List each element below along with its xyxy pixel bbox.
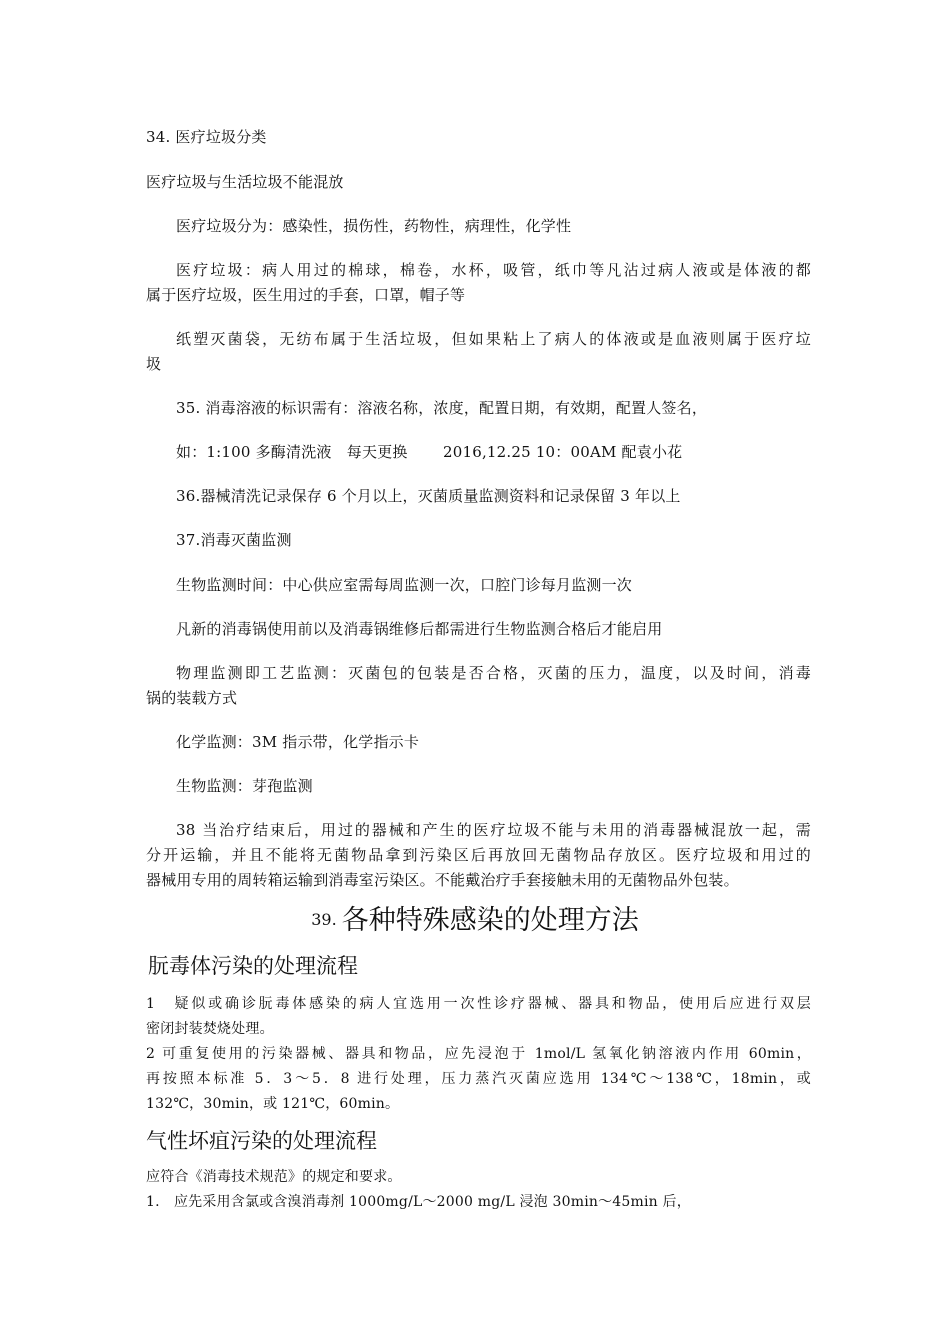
prion-item-2-line-2: 再按照本标准 5．3～5．8 进行处理，压力蒸汽灭菌应选用 134℃～138℃，18min，或: [146, 1071, 811, 1087]
section-37-paragraph-1: 生物监测时间：中心供应室需每周监测一次，口腔门诊每月监测一次: [176, 576, 633, 594]
section-39-title: 各种特殊感染的处理方法: [341, 905, 639, 936]
section-37-paragraph-3-line-2: 锅的装载方式: [146, 689, 238, 707]
prion-heading: 朊毒体污染的处理流程: [148, 954, 358, 978]
section-38-line-1: 38 当治疗结束后，用过的器械和产生的医疗垃圾不能与未用的消毒器械混放一起，需: [176, 821, 811, 839]
section-34-paragraph-3-line-1: 医疗垃圾：病人用过的棉球，棉卷，水杯，吸管，纸巾等凡沾过病人液或是体液的都: [176, 261, 811, 279]
section-34-title: 34. 医疗垃圾分类: [146, 128, 267, 146]
section-39-heading: [0, 898, 950, 937]
section-35-line-2: 如：1:100 多酶清洗液 每天更换 2016,12.25 10：00AM 配袁小花: [176, 443, 683, 461]
section-38-line-2: 分开运输，并且不能将无菌物品拿到污染区后再放回无菌物品存放区。医疗垃圾和用过的: [146, 846, 811, 864]
gas-gangrene-heading: 气性坏疽污染的处理流程: [146, 1129, 377, 1153]
section-37-paragraph-4: 化学监测：3M 指示带，化学指示卡: [176, 733, 420, 751]
section-37-paragraph-3-line-1: 物理监测即工艺监测：灭菌包的包装是否合格，灭菌的压力，温度，以及时间，消毒: [176, 664, 811, 682]
section-35-line-1: 35. 消毒溶液的标识需有：溶液名称，浓度，配置日期，有效期，配置人签名，: [176, 399, 708, 417]
section-34-paragraph-1: 医疗垃圾与生活垃圾不能混放: [146, 173, 344, 191]
section-34-paragraph-4-line-2: 圾: [146, 355, 162, 373]
section-37-title: 37.消毒灭菌监测: [176, 531, 292, 549]
prion-item-1-line-1: 1 疑似或确诊朊毒体感染的病人宜选用一次性诊疗器械、器具和物品，使用后应进行双层: [146, 996, 811, 1012]
section-36: 36.器械清洗记录保存 6 个月以上，灭菌质量监测资料和记录保留 3 年以上: [176, 487, 681, 505]
gas-gangrene-item-1: 1. 应先采用含氯或含溴消毒剂 1000mg/L～2000 mg/L 浸泡 30min～45min 后，: [146, 1194, 691, 1210]
section-34-paragraph-4-line-1: 纸塑灭菌袋，无纺布属于生活垃圾，但如果粘上了病人的体液或是血液则属于医疗垃: [176, 330, 811, 348]
prion-item-1-line-2: 密闭封装焚烧处理。: [146, 1021, 274, 1037]
prion-item-2-line-3: 132℃，30min，或 121℃，60min。: [146, 1096, 400, 1112]
section-38-line-3: 器械用专用的周转箱运输到消毒室污染区。不能戴治疗手套接触未用的无菌物品外包装。: [146, 871, 739, 889]
section-37-paragraph-5: 生物监测：芽孢监测: [176, 777, 313, 795]
section-34-paragraph-2: 医疗垃圾分为：感染性，损伤性，药物性，病理性，化学性: [176, 217, 572, 235]
section-39-number: 39.: [311, 910, 337, 929]
prion-item-2-line-1: 2 可重复使用的污染器械、器具和物品，应先浸泡于 1mol/L 氢氧化钠溶液内作用 60min，: [146, 1046, 811, 1062]
section-37-paragraph-2: 凡新的消毒锅使用前以及消毒锅维修后都需进行生物监测合格后才能启用: [176, 620, 663, 638]
section-34-paragraph-3-line-2: 属于医疗垃圾，医生用过的手套，口罩，帽子等: [146, 286, 466, 304]
gas-gangrene-paragraph: 应符合《消毒技术规范》的规定和要求。: [146, 1169, 402, 1185]
